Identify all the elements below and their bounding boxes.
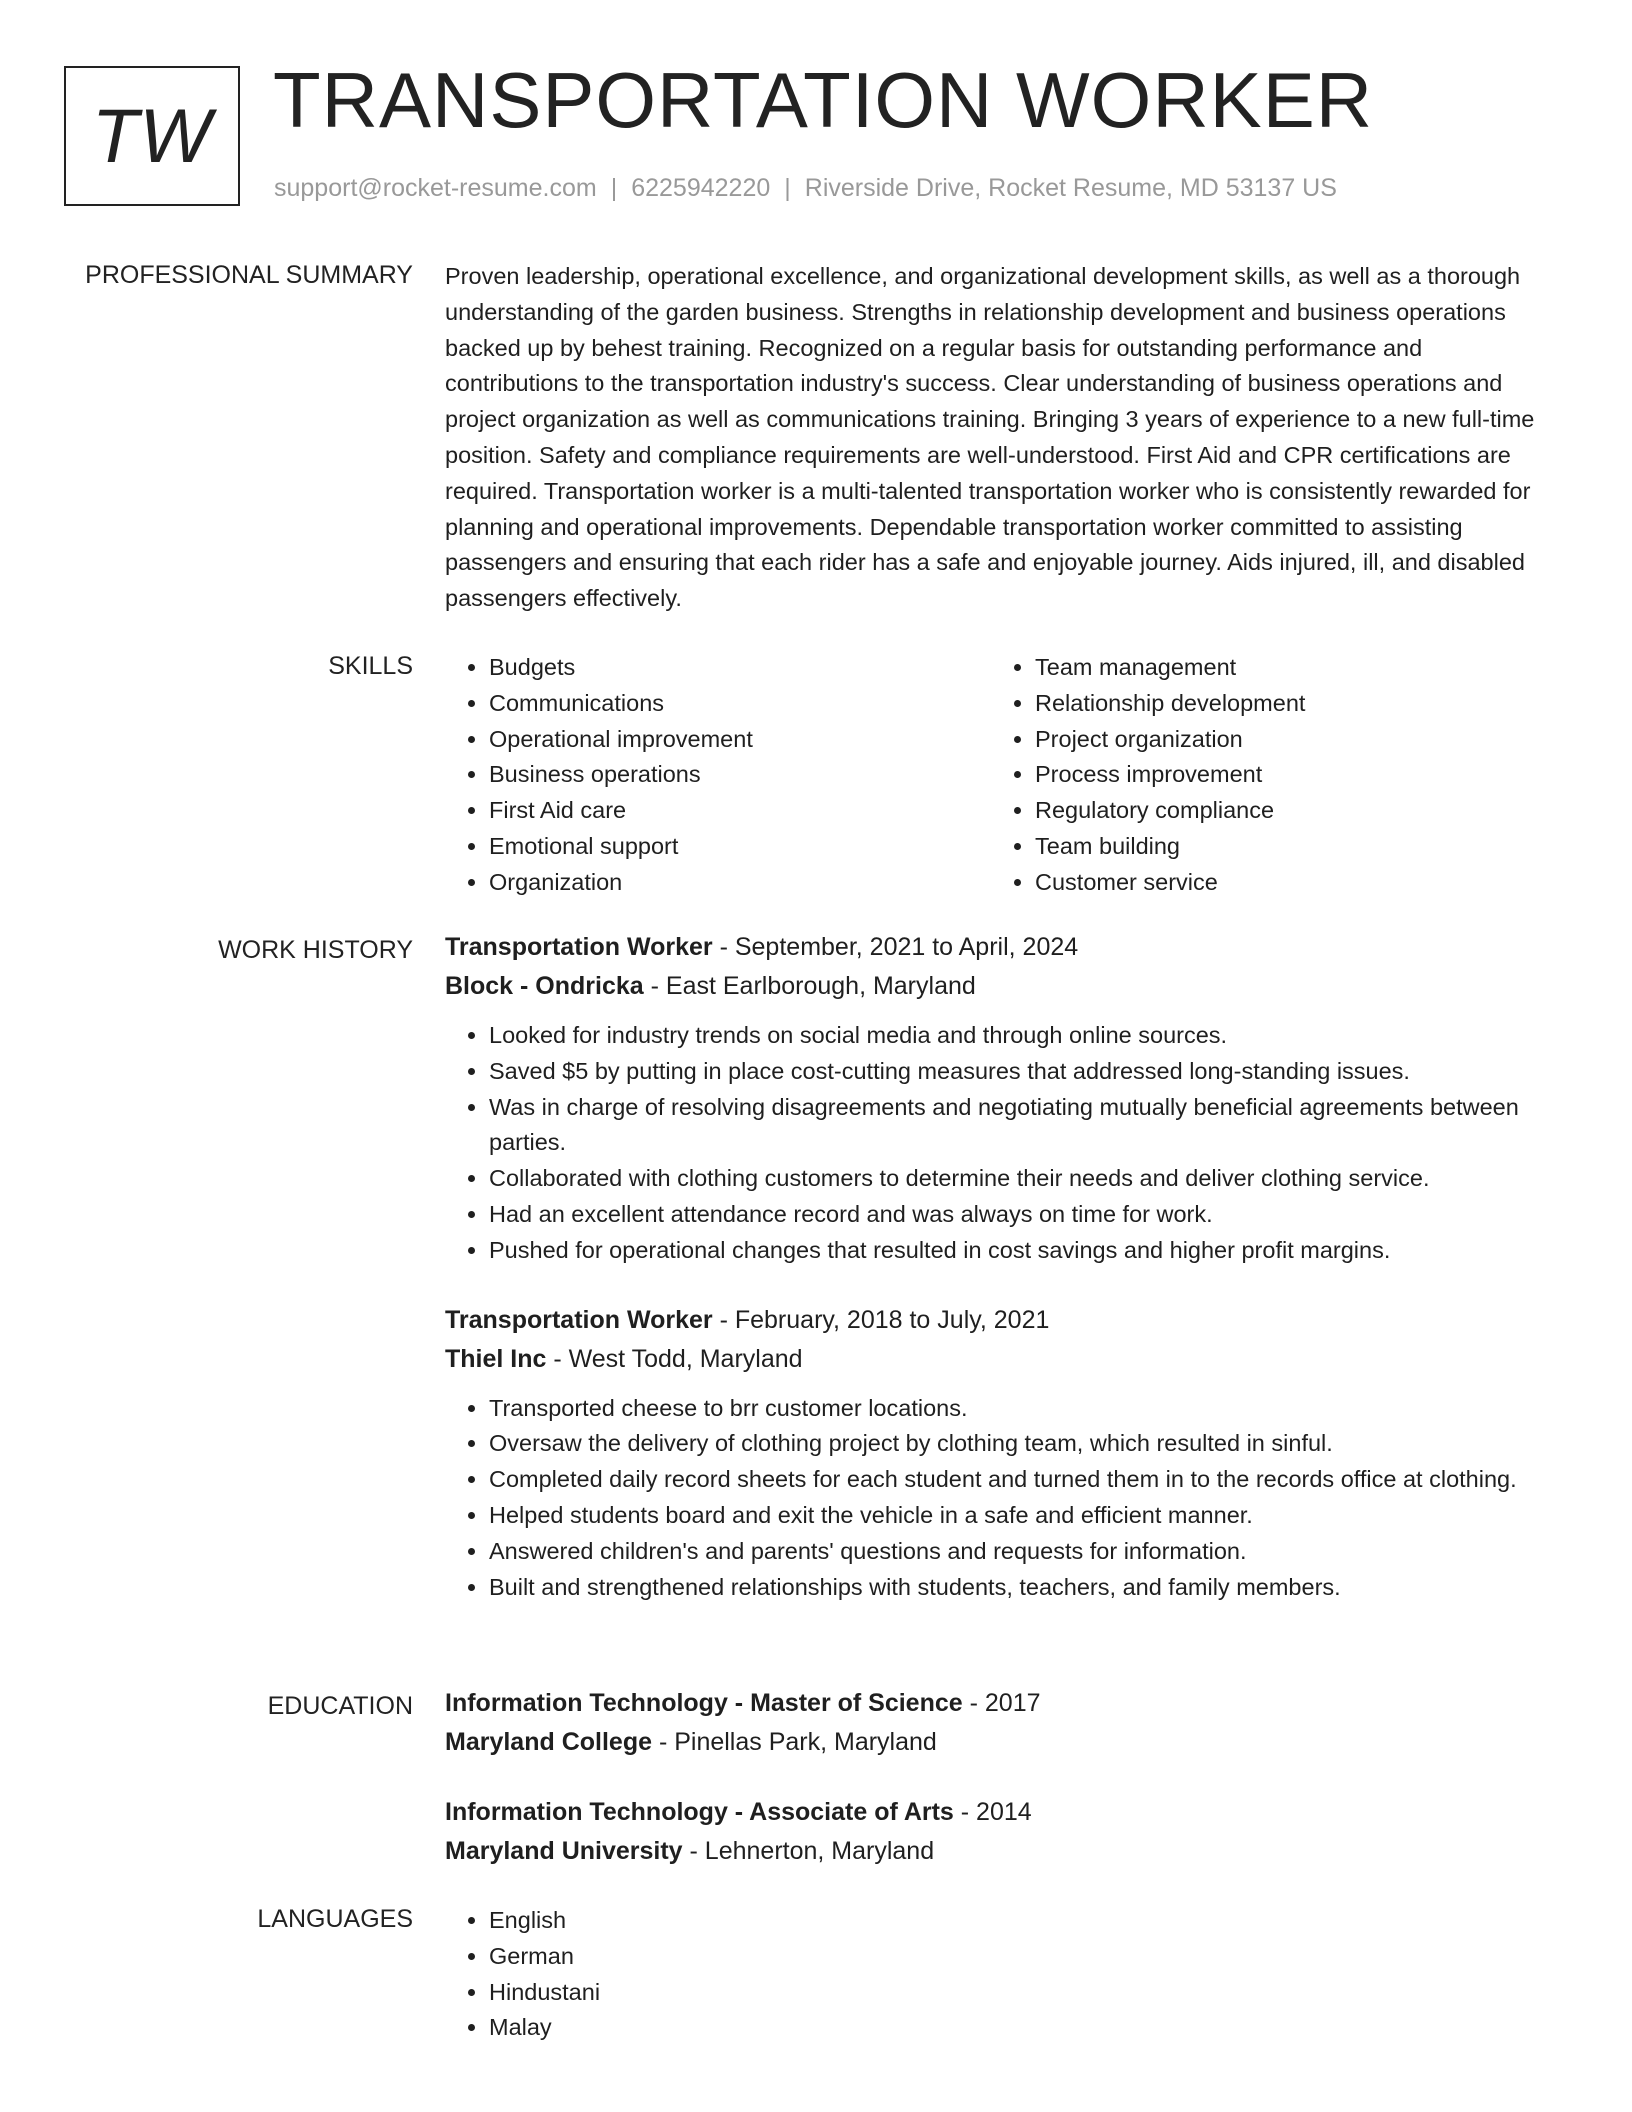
job-company: Block - Ondricka [445, 972, 644, 1000]
education-school: Maryland University [445, 1837, 683, 1865]
job-bullet: • Had an excellent attendance record and was always on time for work. [489, 1197, 1557, 1233]
language-item: • Hindustani [489, 1975, 1557, 2011]
skills-title: SKILLS [328, 652, 413, 680]
contact-phone: 6225942220 [631, 174, 771, 202]
job-bullet: • Looked for industry trends on social media and through online sources. [489, 1018, 1557, 1054]
skill-item: • Emotional support [489, 829, 991, 865]
education-degree-line [445, 1793, 1557, 1832]
job-bullets [445, 1018, 1557, 1269]
skills-body [445, 650, 1557, 901]
job-bullet: • Saved $5 by putting in place cost-cutting measures that addressed long-standing issues. [489, 1054, 1557, 1090]
education-school: Maryland College [445, 1728, 652, 1756]
skill-item: • Team management [1035, 650, 1537, 686]
skills-list-left [445, 650, 991, 901]
skill-item: • Business operations [489, 757, 991, 793]
education-degree: Information Technology - Master of Science [445, 1689, 963, 1717]
job-bullet: • Completed daily record sheets for each student and turned them in to the records office at clothing. [489, 1462, 1557, 1498]
job-role: Transportation Worker [445, 1305, 713, 1334]
education-entry [445, 1793, 1557, 1871]
skill-item: • Team building [1035, 829, 1537, 865]
job-title-line [445, 928, 1557, 967]
skill-item: • Project organization [1035, 722, 1537, 758]
language-item: • English [489, 1903, 1557, 1939]
skill-item: • Relationship development [1035, 686, 1537, 722]
job-bullet: • Built and strengthened relationships with students, teachers, and family members. [489, 1570, 1557, 1606]
job-entry [445, 928, 1557, 1269]
education-location: - Lehnerton, Maryland [682, 1837, 935, 1865]
job-bullet: • Helped students board and exit the vehicle in a safe and efficient manner. [489, 1498, 1557, 1534]
job-bullet: • Oversaw the delivery of clothing project by clothing team, which resulted in sinful. [489, 1426, 1557, 1462]
education-year: - 2014 [953, 1798, 1032, 1826]
job-entry [445, 1301, 1557, 1606]
monogram-logo: TW [64, 66, 240, 206]
education-year: - 2017 [962, 1689, 1041, 1717]
skills-grid [445, 650, 1557, 901]
skill-item: • Communications [489, 686, 991, 722]
job-bullet: • Pushed for operational changes that resulted in cost savings and higher profit margins. [489, 1233, 1557, 1269]
job-title-line [445, 1301, 1557, 1340]
summary-text: Proven leadership, operational excellence, and organizational development skills, as well as a thorough understanding of the garden business. Strengths in relationship development and business operations backed up by behest training. Recognized on a regular basis for outstanding performance and contributions to the transportation industry's success. Clear understanding of business operations and project organization as well as communications training. Bringing 3 years of experience to a new full-time position. Safety and compliance requirements are well-understood. First Aid and CPR certifications are required. Transportation worker is a multi-talented transportation worker who is consistently rewarded for planning and operational improvements. Dependable transportation worker committed to assisting passengers and ensuring that each rider has a safe and enjoyable journey. Aids injured, ill, and disabled passengers effectively. [445, 263, 1535, 612]
job-bullet: • Was in charge of resolving disagreements and negotiating mutually beneficial agreements between parties. [489, 1090, 1557, 1162]
resume-name: TRANSPORTATION WORKER [273, 56, 1374, 144]
skill-item: • Operational improvement [489, 722, 991, 758]
job-dates: - February, 2018 to July, 2021 [712, 1305, 1050, 1334]
job-location: - West Todd, Maryland [546, 1344, 803, 1373]
language-item: • German [489, 1939, 1557, 1975]
job-bullets [445, 1391, 1557, 1606]
languages-title: LANGUAGES [257, 1905, 413, 1933]
skill-item: • Budgets [489, 650, 991, 686]
education-school-line [445, 1832, 1557, 1871]
summary-title: PROFESSIONAL SUMMARY [85, 261, 413, 289]
education-title: EDUCATION [267, 1692, 413, 1720]
education-degree-line [445, 1684, 1557, 1723]
education-body [445, 1684, 1557, 1871]
contact-address: Riverside Drive, Rocket Resume, MD 53137 US [804, 174, 1337, 202]
education-school-line [445, 1723, 1557, 1762]
contact-line [274, 173, 1337, 203]
work-title: WORK HISTORY [218, 936, 413, 964]
skill-item: • Customer service [1035, 865, 1537, 901]
job-role: Transportation Worker [445, 933, 713, 961]
work-body [445, 928, 1557, 1605]
education-entry [445, 1684, 1557, 1762]
job-bullet: • Answered children's and parents' questions and requests for information. [489, 1534, 1557, 1570]
skill-item: • Process improvement [1035, 757, 1537, 793]
contact-separator: | [610, 174, 618, 202]
job-bullet: • Transported cheese to brr customer locations. [489, 1391, 1557, 1427]
job-bullet: • Collaborated with clothing customers to determine their needs and deliver clothing service. [489, 1161, 1557, 1197]
job-dates: - September, 2021 to April, 2024 [712, 933, 1079, 961]
skill-item: • Regulatory compliance [1035, 793, 1537, 829]
summary-body [445, 259, 1557, 617]
skills-list-right [991, 650, 1537, 901]
languages-list [445, 1903, 1557, 2046]
contact-separator: | [784, 174, 791, 202]
education-location: - Pinellas Park, Maryland [652, 1728, 937, 1756]
skill-item: • First Aid care [489, 793, 991, 829]
job-company: Thiel Inc [445, 1344, 547, 1373]
job-company-line [445, 967, 1557, 1006]
contact-email: support@rocket-resume.com [274, 174, 597, 202]
education-degree: Information Technology - Associate of Arts [445, 1798, 954, 1826]
job-company-line [445, 1340, 1557, 1379]
language-item: • Malay [489, 2010, 1557, 2046]
skill-item: • Organization [489, 865, 991, 901]
job-location: - East Earlborough, Maryland [643, 972, 976, 1000]
languages-body [445, 1903, 1557, 2046]
